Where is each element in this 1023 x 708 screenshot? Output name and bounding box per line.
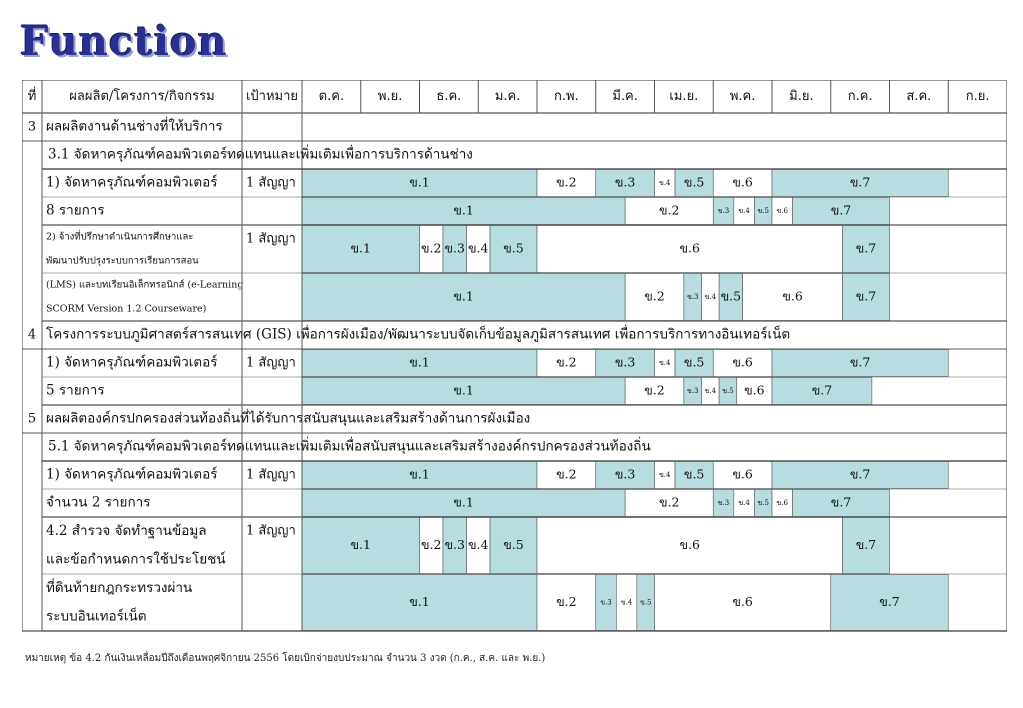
header-month: มี.ค. [612, 89, 638, 104]
header-month: พ.ค. [729, 89, 756, 104]
plan-bar-label: ข.4 [468, 537, 489, 552]
plan-bar-label: ข.3 [614, 354, 636, 370]
actual-bar-label: ข.7 [811, 382, 833, 398]
header-month: เม.ย. [669, 89, 699, 104]
activity-description: ที่ดินท้ายกฎกระทรวงผ่าน [46, 579, 193, 596]
plan-bar-label: ข.4 [659, 179, 671, 187]
header-month: ม.ค. [494, 89, 521, 104]
section-number: 3 [27, 119, 37, 135]
header-month: ก.พ. [554, 89, 579, 104]
actual-bar-label: ข.4 [704, 387, 717, 395]
actual-bar-label: ข.3 [686, 387, 699, 395]
actual-bar-label: ข.6 [776, 207, 789, 215]
header-month: พ.ย. [377, 89, 403, 104]
section-number: 5 [27, 411, 37, 427]
plan-bar-label: ข.7 [855, 240, 877, 256]
plan-bar-label: ข.2 [556, 174, 577, 190]
plan-bar-label: ข.4 [659, 359, 671, 367]
header-month: ส.ค. [906, 89, 932, 104]
activity-description: 2) จ้างที่ปรึกษาดำเนินการศึกษาและ [46, 231, 194, 243]
actual-bar-label: ข.1 [453, 494, 474, 510]
activity-description: จำนวน 2 รายการ [46, 494, 151, 511]
header-month: ก.ย. [965, 89, 990, 104]
section-label: 5.1 จัดหาครุภัณฑ์คอมพิวเตอร์ทดแทนและเพิ่มเติมเพื่อสนับสนุนและเสริมสร้างองค์กรปกครองส่วนท้องถิ่น [48, 438, 651, 455]
actual-bar-label: ข.6 [744, 382, 765, 398]
plan-bar-label: ข.6 [732, 466, 753, 482]
actual-bar-label: ข.5 [722, 387, 734, 395]
activity-description: 8 รายการ [46, 202, 105, 219]
plan-bar-label: ข.1 [350, 537, 371, 552]
plan-bar-label: ข.1 [409, 354, 430, 370]
actual-bar-label: ข.1 [453, 202, 474, 218]
section-label: 3.1 จัดหาครุภัณฑ์คอมพิวเตอร์ทดแทนและเพิ่มเติมเพื่อการบริการด้านช่าง [48, 146, 473, 163]
plan-bar-label: ข.2 [421, 537, 442, 552]
plan-bar-label: ข.3 [614, 174, 636, 190]
plan-bar-label: ข.3 [444, 537, 465, 552]
section-label: ผลผลิตงานด้านช่างที่ให้บริการ [46, 118, 223, 135]
plan-bar-label: ข.1 [350, 240, 371, 256]
plan-bar-label: ข.6 [679, 240, 700, 256]
actual-bar-label: ข.2 [658, 202, 680, 218]
actual-bar-label: ข.6 [776, 499, 789, 507]
plan-bar-label: ข.3 [444, 240, 465, 256]
plan-bar-label: ข.5 [503, 240, 524, 256]
actual-bar-label: ข.7 [830, 494, 852, 510]
activity-target: 1 สัญญา [246, 231, 296, 247]
page-title: Function [20, 18, 228, 65]
actual-bar-label: ข.1 [453, 382, 474, 398]
plan-bar-label: ข.7 [855, 537, 877, 552]
header-month: ธ.ค. [436, 89, 462, 104]
activity-description: ระบบอินเทอร์เน็ต [46, 608, 147, 625]
actual-bar-label: ข.2 [644, 382, 665, 398]
activity-description: และข้อกำหนดการใช้ประโยชน์ [46, 551, 226, 568]
section-label: ผลผลิตองค์กรปกครองส่วนท้องถิ่นที่ได้รับการสนับสนุนและเสริมสร้างด้านการผังเมือง [46, 410, 531, 427]
actual-bar-label: ข.3 [686, 293, 699, 301]
actual-bar-label: ข.5 [639, 598, 652, 607]
actual-bar-label: ข.3 [717, 207, 730, 215]
actual-bar-label: ข.4 [620, 598, 633, 607]
plan-bar-label: ข.5 [503, 537, 524, 552]
actual-bar-label: ข.5 [757, 207, 769, 215]
actual-bar-label: ข.1 [409, 594, 430, 609]
activity-description: 5 รายการ [46, 382, 105, 399]
plan-bar-label: ข.5 [683, 466, 705, 482]
actual-bar-label: ข.2 [556, 594, 577, 609]
activity-target: 1 สัญญา [246, 467, 296, 483]
activity-description: (LMS) และบทเรียนอิเล็กทรอนิกส์ (e-Learning [46, 279, 244, 291]
actual-bar-label: ข.6 [732, 594, 753, 609]
header-no: ที่ [27, 89, 37, 104]
activity-description: SCORM Version 1.2 Courseware) [46, 303, 207, 315]
header-item: ผลผลิต/โครงการ/กิจกรรม [69, 89, 215, 104]
plan-bar-label: ข.5 [683, 354, 705, 370]
section-label: โครงการระบบภูมิศาสตร์สารสนเทศ (GIS) เพื่อการผังเมือง/พัฒนาระบบจัดเก็บข้อมูลภูมิสารสนเทศ เพื่อการบริการทางอินเทอร์เน็ต [46, 326, 791, 343]
activity-description: พัฒนาปรับปรุงระบบการเรียนการสอน [46, 255, 199, 267]
actual-bar-label: ข.3 [717, 499, 730, 507]
actual-bar-label: ข.4 [738, 207, 750, 215]
activity-target: 1 สัญญา [246, 355, 296, 371]
activity-description: 1) จัดหาครุภัณฑ์คอมพิวเตอร์ [46, 354, 218, 371]
actual-bar-label: ข.5 [757, 499, 769, 507]
header-month: ก.ค. [847, 89, 873, 104]
actual-bar-label: ข.6 [782, 288, 803, 304]
actual-bar-label: ข.5 [720, 288, 742, 304]
header-target: เป้าหมาย [245, 89, 299, 104]
plan-bar-label: ข.2 [421, 240, 442, 256]
plan-bar-label: ข.7 [849, 354, 871, 370]
activity-description: 1) จัดหาครุภัณฑ์คอมพิวเตอร์ [46, 174, 218, 191]
plan-bar-label: ข.4 [659, 471, 671, 479]
actual-bar-label: ข.7 [879, 594, 900, 609]
schedule-table [22, 80, 1007, 635]
plan-bar-label: ข.6 [732, 354, 753, 370]
activity-target: 1 สัญญา [246, 175, 296, 191]
header-month: มิ.ย. [789, 89, 814, 104]
plan-bar-label: ข.1 [409, 174, 430, 190]
actual-bar-label: ข.4 [738, 499, 750, 507]
actual-bar-label: ข.7 [855, 288, 877, 304]
footnote: หมายเหตุ ข้อ 4.2 กันเงินเหลื่อมปีถึงเดือนพฤศจิกายน 2556 โดยเบิกจ่ายงบประมาณ จำนวน 3 งวด (ก.ค., ส.ค. และ พ.ย.) [25, 653, 546, 664]
plan-bar-label: ข.4 [468, 240, 489, 256]
actual-bar-label: ข.1 [453, 288, 474, 304]
plan-bar-label: ข.6 [732, 174, 753, 190]
actual-bar-label: ข.2 [658, 494, 680, 510]
activity-target: 1 สัญญา [246, 523, 296, 539]
header-month: ต.ค. [318, 89, 345, 104]
plan-bar-label: ข.2 [556, 466, 577, 482]
plan-bar-label: ข.2 [556, 354, 577, 370]
activity-description: 1) จัดหาครุภัณฑ์คอมพิวเตอร์ [46, 466, 218, 483]
actual-bar-label: ข.2 [644, 288, 665, 304]
plan-bar-label: ข.6 [679, 537, 700, 552]
actual-bar-label: ข.3 [600, 598, 612, 607]
plan-bar-label: ข.7 [849, 466, 871, 482]
plan-bar-label: ข.3 [614, 466, 636, 482]
activity-description: 4.2 สำรวจ จัดทำฐานข้อมูล [46, 522, 207, 539]
plan-bar-label: ข.5 [683, 174, 705, 190]
plan-bar-label: ข.1 [409, 466, 430, 482]
actual-bar-label: ข.7 [830, 202, 852, 218]
actual-bar-label: ข.4 [704, 293, 717, 301]
section-number: 4 [27, 327, 37, 343]
plan-bar-label: ข.7 [849, 174, 871, 190]
